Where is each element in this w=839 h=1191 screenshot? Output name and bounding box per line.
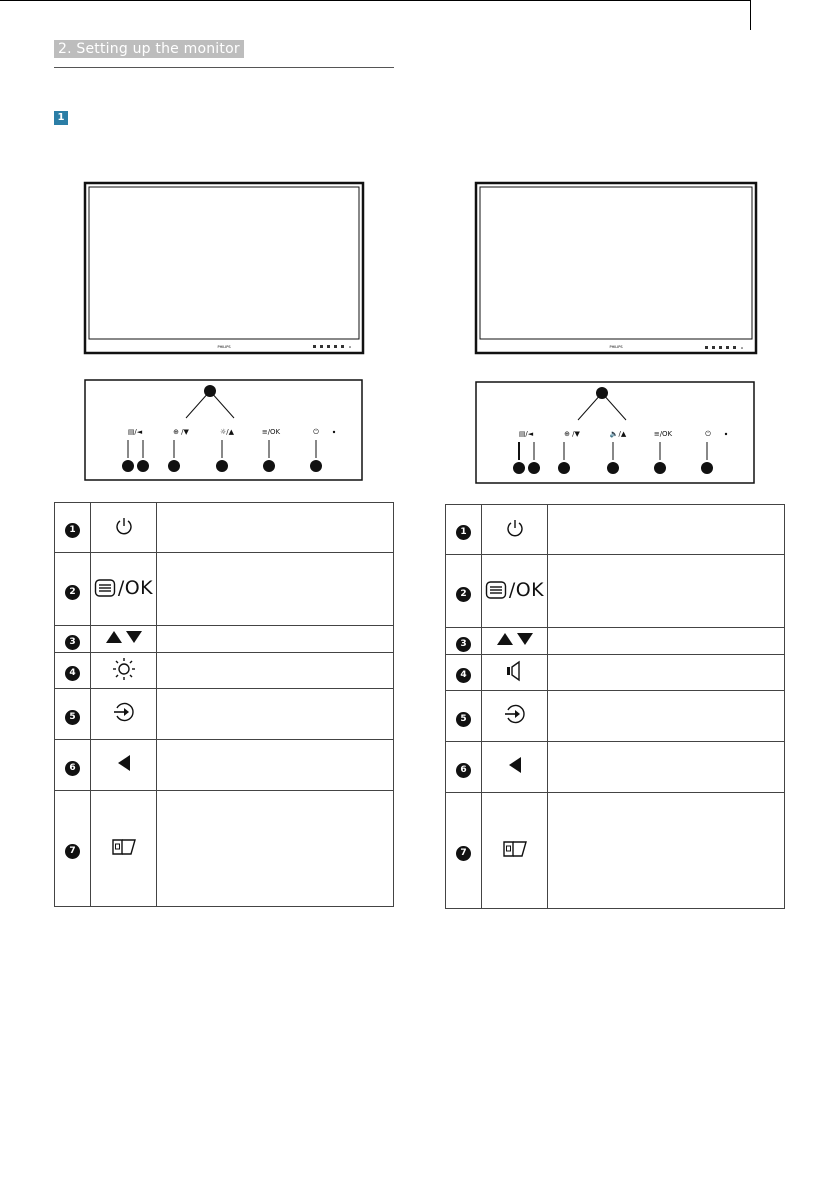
callout-7 xyxy=(122,460,134,472)
monitor-brand: PHILIPS xyxy=(609,345,623,349)
back-icon xyxy=(507,756,523,774)
table-row xyxy=(55,626,394,653)
table-row xyxy=(446,628,785,655)
callout-3 xyxy=(596,387,608,399)
panel-label-input: ⊕ /▼ xyxy=(564,430,580,438)
row-number: 3 xyxy=(456,637,471,652)
row-number: 6 xyxy=(65,761,80,776)
table-row xyxy=(446,742,785,793)
callout-4 xyxy=(216,460,228,472)
row-number: 1 xyxy=(65,523,80,538)
table-row xyxy=(55,653,394,689)
row-number: 2 xyxy=(456,587,471,602)
table-row xyxy=(55,740,394,791)
table-row xyxy=(55,553,394,626)
monitor-front-right xyxy=(476,183,756,353)
row-number: 4 xyxy=(65,666,80,681)
up-down-icon xyxy=(104,629,144,645)
callout-6 xyxy=(528,462,540,474)
table-row xyxy=(446,505,785,555)
panel-label-volume: 🔈/▲ xyxy=(609,430,627,438)
volume-icon xyxy=(504,660,526,682)
callout-5 xyxy=(168,460,180,472)
panel-label-smartimage: ▤/◄ xyxy=(127,428,143,436)
button-table-right xyxy=(445,504,785,909)
panel-label-menu: ≡/OK xyxy=(261,428,281,436)
input-icon xyxy=(113,701,135,723)
panel-label-input: ⊕ /▼ xyxy=(173,428,189,436)
section-title: 2. Setting up the monitor xyxy=(54,40,244,58)
up-down-icon xyxy=(495,631,535,647)
callout-7 xyxy=(513,462,525,474)
button-table-left xyxy=(54,502,394,907)
row-number: 4 xyxy=(456,668,471,683)
panel-label-power: ⏻ xyxy=(705,430,711,438)
callout-6 xyxy=(137,460,149,472)
menu-ok-icon: /OK xyxy=(485,579,544,601)
brightness-icon xyxy=(112,657,136,681)
table-row xyxy=(446,793,785,909)
row-number: 5 xyxy=(65,710,80,725)
callout-1 xyxy=(701,462,713,474)
back-icon xyxy=(116,754,132,772)
panel-label-menu: ≡/OK xyxy=(653,430,673,438)
input-icon xyxy=(504,703,526,725)
row-number: 7 xyxy=(456,846,471,861)
monitor-front-left xyxy=(85,183,363,353)
row-number: 7 xyxy=(65,844,80,859)
table-row xyxy=(446,555,785,628)
smartimage-icon xyxy=(502,838,528,860)
callout-4 xyxy=(607,462,619,474)
smartimage-icon xyxy=(111,836,137,858)
table-row xyxy=(55,791,394,907)
callout-5 xyxy=(558,462,570,474)
table-row xyxy=(446,691,785,742)
panel-label-brightness: ☼/▲ xyxy=(219,428,235,436)
callout-1 xyxy=(310,460,322,472)
power-icon xyxy=(506,518,524,538)
row-number: 2 xyxy=(65,585,80,600)
table-row xyxy=(55,503,394,553)
table-row xyxy=(55,689,394,740)
row-number: 3 xyxy=(65,635,80,650)
button-panel-left xyxy=(85,380,362,480)
callout-2 xyxy=(263,460,275,472)
step-badge: 1 xyxy=(54,111,68,125)
row-number: 6 xyxy=(456,763,471,778)
callout-2 xyxy=(654,462,666,474)
button-panel-right xyxy=(476,382,754,483)
table-row xyxy=(446,655,785,691)
callout-3 xyxy=(204,385,216,397)
monitor-illustrations xyxy=(0,0,839,500)
power-icon xyxy=(115,516,133,536)
panel-label-smartimage: ▤/◄ xyxy=(518,430,534,438)
panel-label-power: ⏻ xyxy=(313,428,319,436)
row-number: 5 xyxy=(456,712,471,727)
menu-ok-icon: /OK xyxy=(94,577,153,599)
row-number: 1 xyxy=(456,525,471,540)
monitor-brand: PHILIPS xyxy=(217,345,231,349)
